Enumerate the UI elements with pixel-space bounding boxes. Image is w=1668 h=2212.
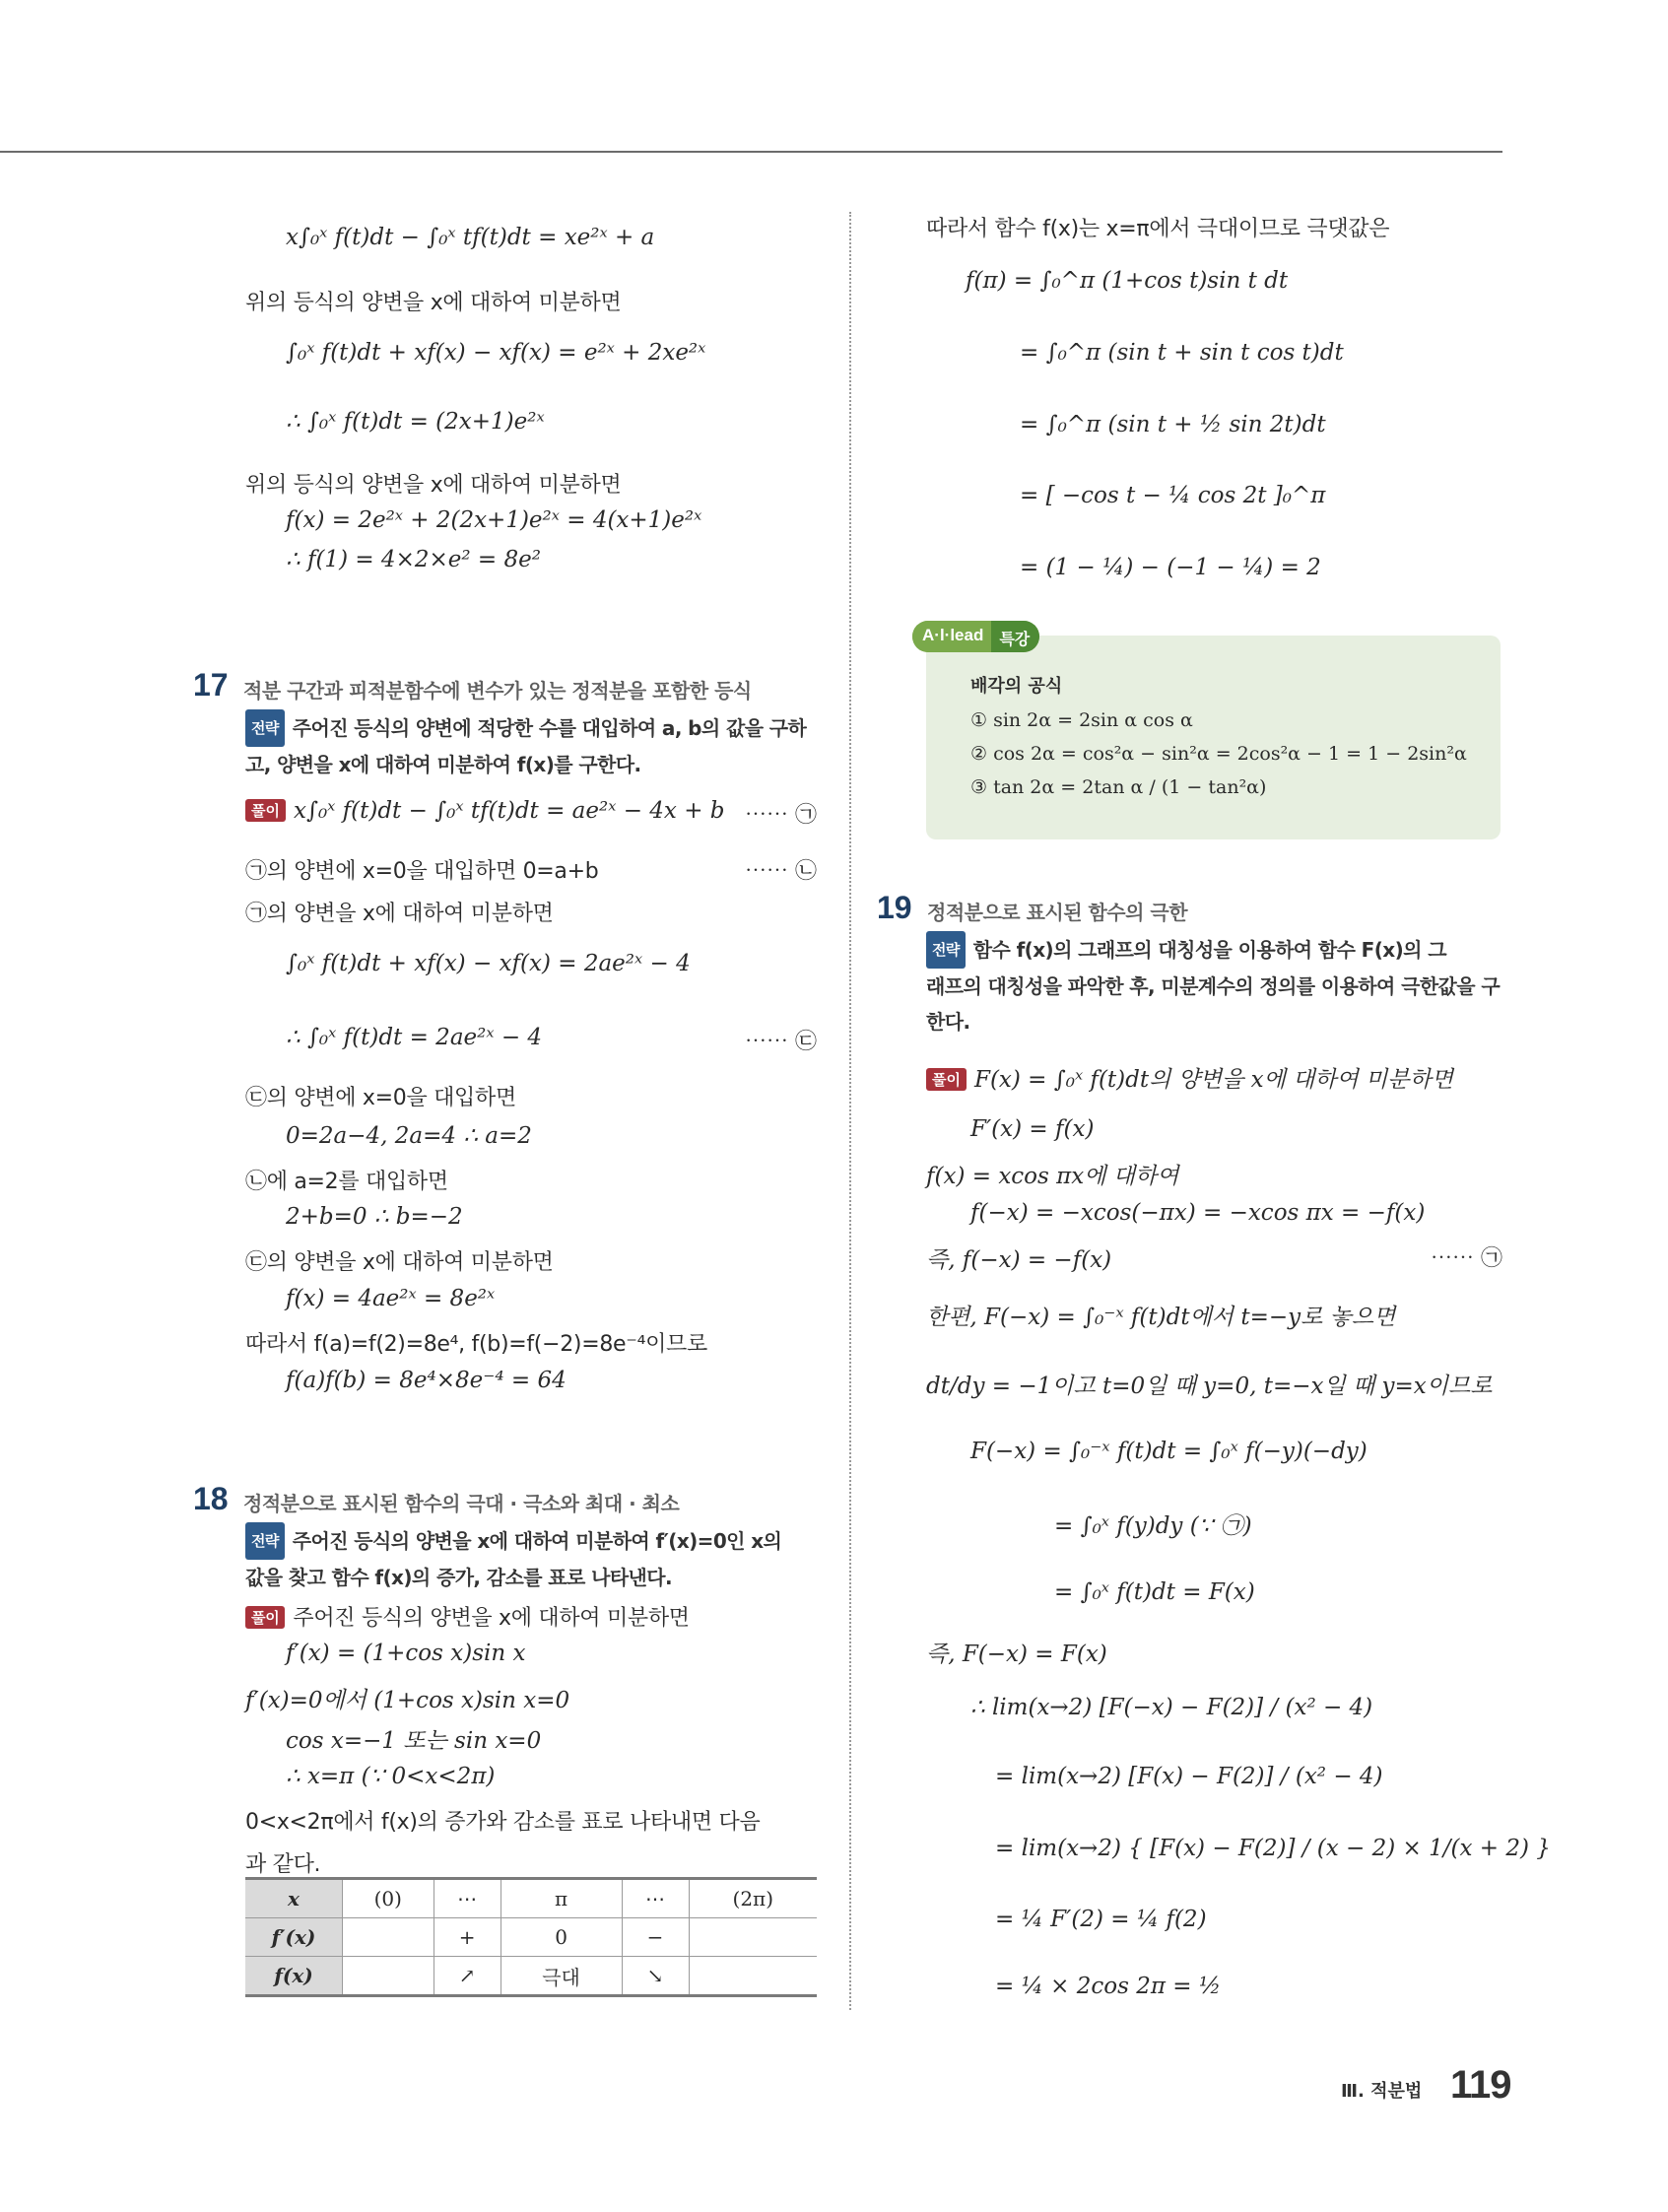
chapter-label: Ⅲ. 적분법 [1341,2081,1423,2102]
column-divider [849,212,851,2010]
solution-17-line-6: ㉢의 양변에 x=0을 대입하면 [245,1086,516,1110]
solution-19-line-16: = ¼ × 2cos 2π = ½ [995,1974,1222,1999]
solution-18-line-2: f′(x) = (1+cos x)sin x [286,1641,526,1666]
solution-18-line-6: 0<x<2π에서 f(x)의 증가와 감소를 표로 나타내면 다음 [245,1810,761,1835]
equation-mark-c: ⋯⋯ ㉢ [745,1030,817,1054]
solution-19-line-13: = lim(x→2) [F(x) − F(2)] / (x² − 4) [995,1764,1383,1789]
strategy-line: 함수 f(x)의 그래프의 대칭성을 이용하여 함수 F(x)의 그 [972,938,1446,962]
equation-mark-a: ⋯⋯ ㉠ [745,803,817,828]
solution-19-line-4: f(−x) = −xcos(−πx) = −xcos πx = −f(x) [970,1200,1426,1226]
solution-17-line-5: ∴ ∫₀ˣ f(t)dt = 2ae²ˣ − 4 [286,1025,543,1050]
alead-item: ① sin 2α = 2sin α cos α [970,709,1193,731]
solution-19-line-1: 풀이 F(x) = ∫₀ˣ f(t)dt의 양변을 x에 대하여 미분하면 [926,1061,1453,1094]
alead-item: ③ tan 2α = 2tan α / (1 − tan²α) [970,776,1267,798]
solution-19-line-9: = ∫₀ˣ f(y)dy (∵ ㉠) [1054,1513,1252,1539]
table-cell [343,1918,434,1957]
page-number: 119 [1450,2063,1511,2107]
alead-title: 배각의 공식 [970,676,1063,697]
table-cell: (2π) [689,1879,817,1918]
solution-19-line-11: 즉, F(−x) = F(x) [926,1642,1107,1667]
solution-tag: 풀이 [926,1068,967,1091]
table-cell [689,1957,817,1996]
solution-17-line-10: ㉢의 양변을 x에 대하여 미분하면 [245,1250,554,1275]
solution-17-line-12: 따라서 f(a)=f(2)=8e⁴, f(b)=f(−2)=8e⁻⁴이므로 [245,1332,707,1357]
sign-table [245,1877,817,1997]
strategy-19 [926,931,1500,1039]
solution-19-line-2: F′(x) = f(x) [970,1116,1095,1142]
problem-title-19: 정적분으로 표시된 함수의 극한 [927,901,1188,924]
table-row [245,1957,817,1996]
strategy-tag: 전략 [245,709,285,747]
table-cell: (0) [343,1879,434,1918]
strategy-line: 고, 양변을 x에 대하여 미분하여 f(x)를 구한다. [245,753,641,776]
solution-17-line-9: 2+b=0 ∴ b=−2 [286,1204,463,1230]
table-cell: f(x) [245,1957,343,1996]
solution-17-line-11: f(x) = 4ae²ˣ = 8e²ˣ [286,1286,496,1311]
solution-18-line-5: ∴ x=π (∵ 0<x<2π) [286,1764,496,1789]
solution-19-line-12: ∴ lim(x→2) [F(−x) − F(2)] / (x² − 4) [970,1695,1373,1720]
table-cell: + [434,1918,500,1957]
solution-tag: 풀이 [245,799,286,822]
solution-18-line-1: 풀이 주어진 등식의 양변을 x에 대하여 미분하면 [245,1601,690,1632]
equation-mark-a: ⋯⋯ ㉠ [1431,1246,1502,1271]
table-cell: ↗ [434,1957,500,1996]
solution-19-line-10: = ∫₀ˣ f(t)dt = F(x) [1054,1579,1255,1605]
problem-number-18: 18 [193,1481,229,1516]
solution-17-line-8: ㉡에 a=2를 대입하면 [245,1170,448,1194]
table-cell: ⋯ [622,1879,689,1918]
right-cont-eq-3: = ∫₀^π (sin t + ½ sin 2t)dt [1020,412,1326,437]
strategy-18 [245,1522,781,1595]
strategy-tag: 전략 [926,931,966,969]
solution-19-line-5: 즉, f(−x) = −f(x) [926,1247,1112,1273]
alead-tag-brand: A·l·lead [912,621,991,652]
problem-number-17: 17 [193,667,229,703]
problem-title-18: 정적분으로 표시된 함수의 극대 · 극소와 최대 · 최소 [243,1492,680,1515]
cont-eq-1: x∫₀ˣ f(t)dt − ∫₀ˣ tf(t)dt = xe²ˣ + a [286,225,655,250]
table-cell: 0 [500,1918,622,1957]
solution-18-line-4: cos x=−1 또는 sin x=0 [286,1728,542,1754]
solution-17-line-3: ㉠의 양변을 x에 대하여 미분하면 [245,902,554,926]
solution-17-line-4: ∫₀ˣ f(t)dt + xf(x) − xf(x) = 2ae²ˣ − 4 [286,951,691,976]
table-cell: ⋯ [434,1879,500,1918]
solution-19-line-15: = ¼ F′(2) = ¼ f(2) [995,1907,1207,1932]
cont-text-1: 위의 등식의 양변을 x에 대하여 미분하면 [245,291,622,315]
solution-17-line-13: f(a)f(b) = 8e⁴×8e⁻⁴ = 64 [286,1368,567,1393]
table-cell [343,1957,434,1996]
solution-17-line-7: 0=2a−4, 2a=4 ∴ a=2 [286,1123,532,1149]
solution-tag: 풀이 [245,1606,285,1629]
alead-item: ② cos 2α = cos²α − sin²α = 2cos²α − 1 = 1 − 2sin²α [970,743,1467,765]
strategy-17 [245,709,806,782]
table-row [245,1918,817,1957]
solution-19-line-3: f(x) = xcos πx에 대하여 [926,1164,1179,1189]
table-cell: f′(x) [245,1918,343,1957]
cont-eq-4: f(x) = 2e²ˣ + 2(2x+1)e²ˣ = 4(x+1)e²ˣ [286,507,702,533]
solution-18-line-7: 과 같다. [245,1852,321,1877]
problem-number-19: 19 [877,890,912,925]
equation-mark-b: ⋯⋯ ㉡ [745,859,817,884]
solution-17-line-2: ㉠의 양변에 x=0을 대입하면 0=a+b [245,859,599,884]
strategy-tag: 전략 [245,1522,285,1560]
solution-19-line-8: F(−x) = ∫₀⁻ˣ f(t)dt = ∫₀ˣ f(−y)(−dy) [970,1439,1368,1464]
solution-19-line-14: = lim(x→2) { [F(x) − F(2)] / (x − 2) × 1/(x + 2) } [995,1836,1551,1861]
cont-eq-3: ∴ ∫₀ˣ f(t)dt = (2x+1)e²ˣ [286,409,545,435]
alead-content [970,670,1467,804]
strategy-line: 주어진 등식의 양변을 x에 대하여 미분하여 f′(x)=0인 x의 [292,1529,782,1553]
right-cont-eq-5: = (1 − ¼) − (−1 − ¼) = 2 [1020,555,1321,580]
strategy-line: 값을 찾고 함수 f(x)의 증가, 감소를 표로 나타낸다. [245,1566,672,1589]
strategy-line: 래프의 대칭성을 파악한 후, 미분계수의 정의를 이용하여 극한값을 구 [926,974,1501,998]
table-cell: ↘ [622,1957,689,1996]
table-cell: − [622,1918,689,1957]
solution-18-line-3: f′(x)=0에서 (1+cos x)sin x=0 [245,1688,570,1713]
right-cont-eq-1: f(π) = ∫₀^π (1+cos t)sin t dt [966,268,1289,294]
right-cont-eq-4: = [ −cos t − ¼ cos 2t ]₀^π [1020,483,1326,508]
table-cell: 극대 [500,1957,622,1996]
table-row [245,1879,817,1918]
alead-tag-label: 특강 [991,621,1039,652]
cont-eq-2: ∫₀ˣ f(t)dt + xf(x) − xf(x) = e²ˣ + 2xe²ˣ [286,340,706,366]
top-rule [0,151,1502,153]
solution-19-line-7: dt/dy = −1이고 t=0일 때 y=0, t=−x일 때 y=x이므로 [926,1374,1493,1399]
right-cont-text-1: 따라서 함수 f(x)는 x=π에서 극대이므로 극댓값은 [926,217,1390,241]
solution-19-line-6: 한편, F(−x) = ∫₀⁻ˣ f(t)dt에서 t=−y로 놓으면 [926,1305,1396,1330]
table-cell: x [245,1879,343,1918]
strategy-line: 한다. [926,1010,970,1034]
solution-17-line-1: 풀이 x∫₀ˣ f(t)dt − ∫₀ˣ tf(t)dt = ae²ˣ − 4x + b [245,798,725,824]
problem-title-17: 적분 구간과 피적분함수에 변수가 있는 정적분을 포함한 등식 [243,679,752,703]
right-cont-eq-2: = ∫₀^π (sin t + sin t cos t)dt [1020,340,1344,366]
cont-text-2: 위의 등식의 양변을 x에 대하여 미분하면 [245,473,622,498]
strategy-line: 주어진 등식의 양변에 적당한 수를 대입하여 a, b의 값을 구하 [292,716,807,740]
table-cell: π [500,1879,622,1918]
table-cell [689,1918,817,1957]
cont-eq-5: ∴ f(1) = 4×2×e² = 8e² [286,547,541,572]
alead-tag [912,621,1039,652]
